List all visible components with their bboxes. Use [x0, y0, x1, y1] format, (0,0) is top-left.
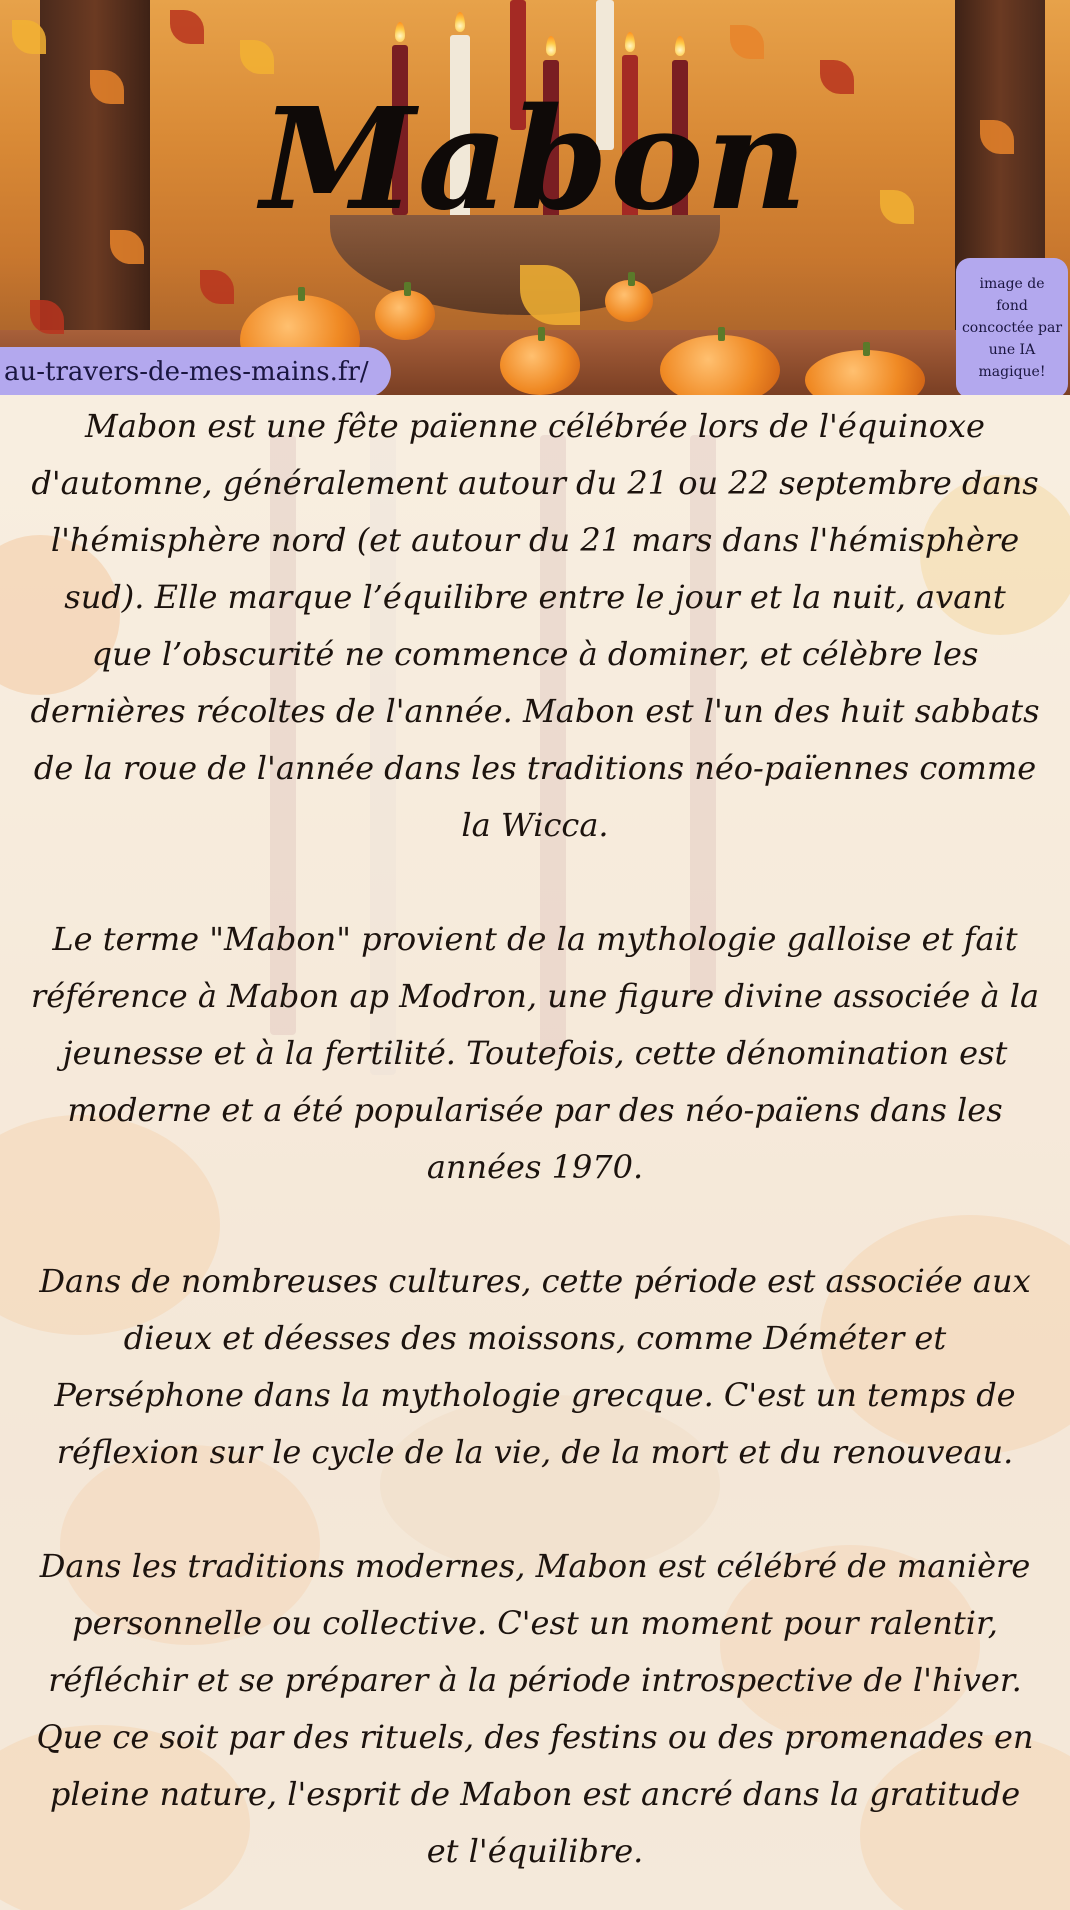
leaf-decoration: [730, 25, 764, 59]
leaf-decoration: [240, 40, 274, 74]
credit-line: image de: [979, 276, 1045, 292]
flame-decoration: [675, 36, 685, 56]
leaf-decoration: [200, 270, 234, 304]
credit-line: concoctée par: [961, 320, 1063, 336]
pumpkin-decoration: [605, 280, 653, 322]
pumpkin-decoration: [375, 290, 435, 340]
image-credit-badge: [956, 258, 1068, 395]
flame-decoration: [546, 36, 556, 56]
paragraph: Le terme "Mabon" provient de la mythologie galloise et fait référence à Mabon ap Modron, une figure divine associée à la jeunesse et à la fertilité. Toutefois, cette dénomination est moderne et a été popularisée par des néo-païens dans les années 1970.: [30, 920, 1040, 1186]
page-title: Mabon: [260, 78, 810, 242]
header-banner: [0, 0, 1070, 395]
leaf-decoration: [170, 10, 204, 44]
credit-line: une IA: [988, 342, 1036, 358]
site-url-link[interactable]: au-travers-de-mes-mains.fr/: [0, 347, 391, 397]
paragraph: Mabon est une fête païenne célébrée lors de l'équinoxe d'automne, généralement autour du 21 ou 22 septembre dans l'hémisphère nord (et autour du 21 mars dans l'hémisphère sud). Elle marque l’équilibre entre le jour et la nuit, avant que l’obscurité ne commence à dominer, et célèbre les dernières récoltes de l'année. Mabon est l'un des huit sabbats de la roue de l'année dans les traditions néo-païennes comme la Wicca.: [30, 407, 1040, 844]
flame-decoration: [455, 12, 465, 32]
credit-line: fond: [996, 298, 1028, 314]
pumpkin-decoration: [500, 335, 580, 395]
article-body: [30, 398, 1040, 1880]
flame-decoration: [625, 32, 635, 52]
paragraph: Dans de nombreuses cultures, cette période est associée aux dieux et déesses des moissons, comme Déméter et Perséphone dans la mythologie grecque. C'est un temps de réflexion sur le cycle de la vie, de la mort et du renouveau.: [39, 1262, 1031, 1471]
flame-decoration: [395, 22, 405, 42]
credit-line: magique!: [978, 364, 1046, 380]
paragraph: Dans les traditions modernes, Mabon est célébré de manière personnelle ou collective. C'est un moment pour ralentir, réfléchir et se préparer à la période introspective de l'hiver. Que ce soit par des rituels, des festins ou des promenades en pleine nature, l'esprit de Mabon est ancré dans la gratitude et l'équilibre.: [36, 1547, 1034, 1870]
